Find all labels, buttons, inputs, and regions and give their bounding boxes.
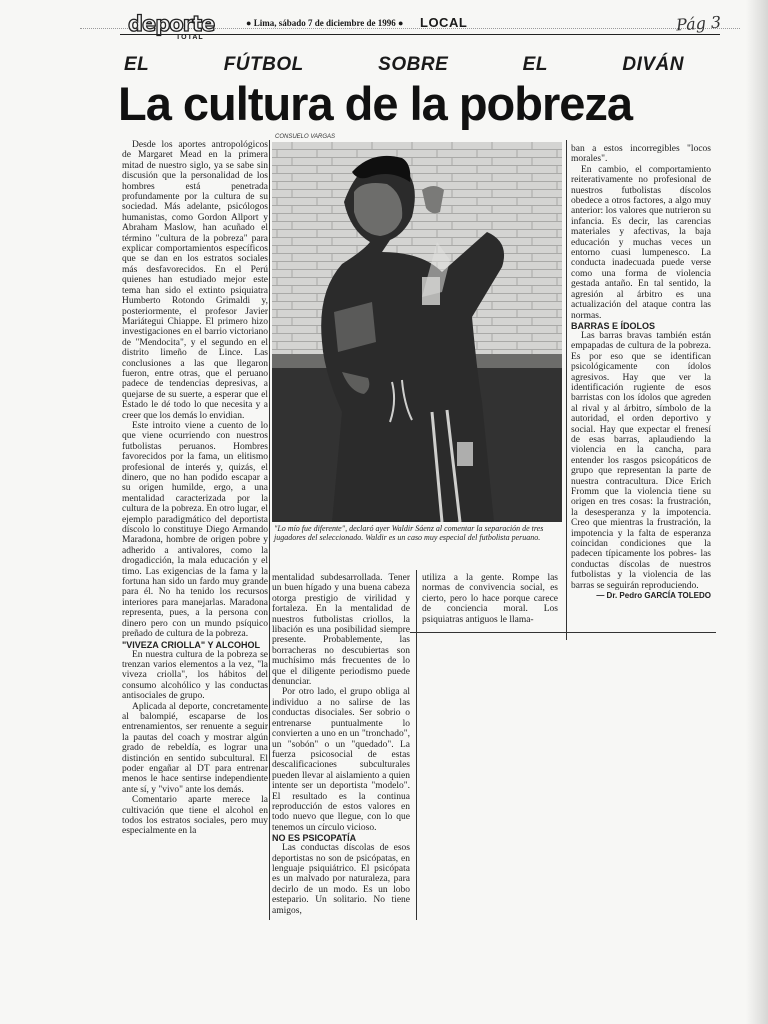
article-column-1 bbox=[122, 140, 268, 837]
column-rule bbox=[566, 140, 567, 640]
article-column-2 bbox=[272, 573, 410, 916]
paragraph: Aplicada al deporte, concretamente al balompié, escaparse de los entrenamientos, ser renuente a seguir la pautas del coach y mostrar algún grado de rebeldía, es lograr una distinción en sentido subcultural. El poder engañar al DT para entrenar menos le hace sentirse independiente ante sí, y "vivo" ante los demás. bbox=[122, 701, 268, 795]
edition-date-text: Lima, sábado 7 de diciembre de 1996 bbox=[253, 18, 396, 28]
column-rule bbox=[416, 570, 417, 920]
paragraph: utiliza a la gente. Rompe las normas de convivencia social, es cierto, pero lo hace porque carece de conciencia moral. Los psiquiatras antiguos le llama- bbox=[422, 573, 558, 625]
section-label: LOCAL bbox=[420, 15, 468, 30]
article-column-4 bbox=[571, 144, 711, 601]
header-rule bbox=[120, 34, 720, 35]
page-edge-shadow bbox=[746, 0, 768, 1024]
column-rule bbox=[269, 140, 270, 920]
article-end-rule bbox=[410, 632, 716, 633]
paragraph: Las conductas díscolas de esos deportistas no son de psicópatas, en lenguaje psiquiátrico. El psicópata es un malvado por naturaleza, para decirlo de un modo. Es un lobo estepario. Un solitario. No tiene amigos, bbox=[272, 843, 410, 916]
paragraph: mentalidad subdesarrollada. Tener un buen hígado y una buena cabeza otorga prestigio de virilidad y fortaleza. En la mentalidad de nuestros futbolistas criollos, la libación es una posibilidad siempre presente. Probablemente, las borracheras no descubiertas son muchísimo más frecuentes de lo que el diligente periodismo puede denunciar. bbox=[272, 573, 410, 688]
photo-credit: CONSUELO VARGAS bbox=[275, 134, 336, 140]
edition-date: ● Lima, sábado 7 de diciembre de 1996 ● bbox=[246, 18, 404, 28]
paragraph: Comentario aparte merece la cultivación que tiene el alcohol en todos los estratos sociales, pero muy especialmente en la bbox=[122, 795, 268, 837]
kicker bbox=[124, 54, 684, 76]
paragraph: Las barras bravas también están empapadas de cultura de la pobreza. Es por eso que se identifican psicológicamente con ídolos agresivos. Hay que ver la identificación rugiente de esos barristas con los ídolos que agreden al rival y al árbitro, símbolo de la autoridad, el orden deportivo y social. Hay que expectar el frenesí de esas barras, aplaudiendo la violencia en la cancha, para entender los rasgos psicopáticos de grupo que representan la parte de nuestra contracultura. Dice Erich Fromm que la violencia tiene su origen en tres cosas: la frustración, la desesperanza y la impotencia. Creo que mientras la frustración, la impotencia y la falta de esperanza coincidan condiciones que la padecen típicamente los pobres- las conductas díscolas de nuestros futbolistas y la violencia de las barras se seguirán reproduciendo. bbox=[571, 330, 711, 591]
player-photo bbox=[272, 142, 562, 522]
logo-wordmark: deporte bbox=[128, 12, 215, 36]
subhead-barras: BARRAS E ÍDOLOS bbox=[571, 320, 656, 331]
article-column-3 bbox=[422, 573, 558, 625]
author-signature: — Dr. Pedro GARCÍA TOLEDO bbox=[596, 591, 711, 601]
subhead-viveza: "VIVEZA CRIOLLA" Y ALCOHOL bbox=[122, 639, 261, 650]
kicker-word: SOBRE bbox=[378, 54, 449, 75]
kicker-word: DIVÁN bbox=[622, 54, 684, 75]
newspaper-logo bbox=[128, 12, 236, 42]
paragraph: ban a estos incorregibles "locos morales". bbox=[571, 144, 711, 165]
photo-caption: "Lo mío fue diferente", declaró ayer Waldir Sáenz al comentar la separación de tres jugadores del seleccionado. Waldir es un caso muy especial del futbolista peruano. bbox=[274, 524, 544, 542]
kicker-word: FÚTBOL bbox=[223, 54, 304, 75]
kicker-word: EL bbox=[522, 54, 548, 75]
subhead-psicopatia: NO ES PSICOPATÍA bbox=[272, 833, 357, 844]
paragraph: Este introito viene a cuento de lo que viene ocurriendo con nuestros futbolistas peruanos. Hombres favorecidos por la fama, un elitismo profesional de interés y, quizás, el dinero, que no han podido escapar a su origen humilde, ergo, a una mentalidad caracterizada por la cultura de la pobreza. En otro lugar, el ejemplo paradigmático del deportista díscolo lo constituye Diego Armando Maradona, hombre de origen pobre y adherido a antivalores, como la drogadicción, la mala educación y el timo. Las exigencias de la fama y la fortuna han sido un fardo muy grande para él. No ha tenido los recursos interiores para manejarlas. Maradona representa, pues, a la persona con dinero pero con un mundo psíquico preñado de cultura de la pobreza. bbox=[122, 420, 268, 640]
headline: La cultura de la pobreza bbox=[118, 77, 633, 130]
handwritten-page-note: Pág 3 bbox=[675, 12, 722, 35]
paragraph: Desde los aportes antropológicos de Margaret Mead en la primera mitad de nuestro siglo, ya se sabe sin discusión que la personalidad de los hombres está penetrada profundamente por la cultura de su sociedad. Más adelante, psicólogos humanistas, como Gordon Allport y Abraham Maslow, han acuñado el término "cultura de la pobreza" para explicar comportamientos específicos que se dan en los estratos sociales más desfavorecidos. En el Perú quienes han estudiado mejor este tema han sido el extinto psiquiatra Humberto Rotondo Grimaldi y, posteriormente, el profesor Javier Mariátegui Chiappe. El primero hizo investigaciones en el barrio victoriano de "Mendocita", y el segundo en el distrito limeño de Lince. Las conclusiones a las que llegaron fueron, entre otras, que el peruano padece de tendencias depresivas, a quejarse de su suerte, a esperar que el Estado le dé todo lo que necesita y a creer que los demás lo envidian. bbox=[122, 140, 268, 421]
paragraph: Por otro lado, el grupo obliga al individuo a no salirse de las conductas disociales. Ser sobrio o entrenarse puntualmente lo convierten a uno en un "tronchado", un "sobón" o un "quedado". La fuerza psicosocial de estas descalificaciones subculturales pueden llevar al aislamiento a quien intente ser un deportista "modelo". El resultado es la continua reproducción de estos valores en todo nuevo que llegue, con lo que tenemos un círculo vicioso. bbox=[272, 687, 410, 833]
logo-subtitle: TOTAL bbox=[176, 34, 204, 41]
kicker-word: EL bbox=[124, 54, 150, 75]
paragraph: En nuestra cultura de la pobreza se trenzan varios elementos a la vez, "la viveza criolla", los hábitos del consumo alcohólico y las conductas antisociales de grupo. bbox=[122, 649, 268, 702]
paragraph: En cambio, el comportamiento reiterativamente no profesional de nuestros futbolistas díscolos obedece a otros factores, a algo muy anterior: los valores que nutrieron su infancia. Es decir, las carencias materiales y afectivas, la baja educación y muchas veces un entorno cuasi lumpenesco. La conducta inadecuada puede verse como una forma de violencia gestada antaño. En tal sentido, la agresión al árbitro es una actualización del ataque contra las normas. bbox=[571, 164, 711, 321]
